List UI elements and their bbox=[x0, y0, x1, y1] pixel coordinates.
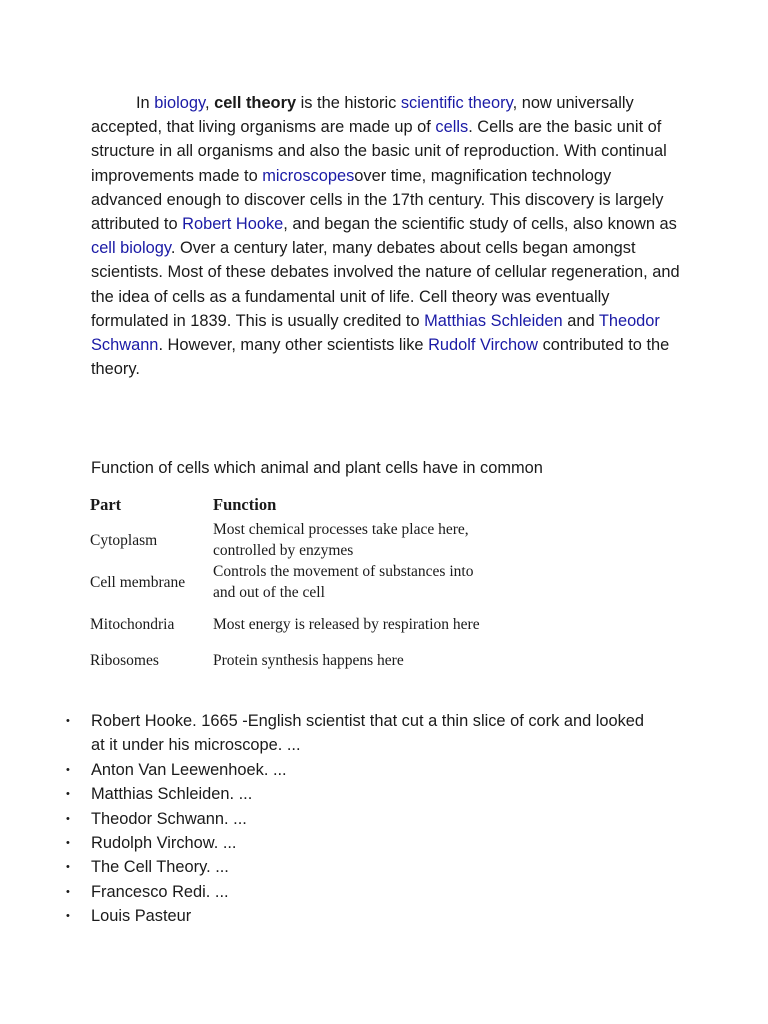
list-item-text: Rudolph Virchow. ... bbox=[91, 834, 237, 853]
link-scientific-theory[interactable]: scientific theory bbox=[400, 94, 513, 112]
link-microscopes[interactable]: microscopes bbox=[262, 166, 355, 185]
list-item-text: Matthias Schleiden. ... bbox=[91, 785, 253, 804]
function-cell: Protein synthesis happens here bbox=[213, 651, 404, 669]
list-item-text: Anton Van Leewenhoek. ... bbox=[91, 760, 287, 779]
text-segment: , and began the scientific study of cells, also known as bbox=[283, 215, 677, 234]
list-item bbox=[66, 904, 651, 928]
link-rudolf-virchow[interactable]: Rudolf Virchow bbox=[428, 336, 539, 355]
function-cell: Most chemical processes take place here, controlled by enzymes bbox=[213, 521, 469, 559]
part-cell: Cytoplasm bbox=[90, 531, 158, 549]
link-robert-hooke[interactable]: Robert Hooke bbox=[182, 215, 284, 234]
part-cell: Ribosomes bbox=[90, 651, 159, 669]
bullet-icon: • bbox=[66, 885, 70, 898]
text-segment: . However, many other scientists like bbox=[158, 336, 429, 355]
list-item bbox=[66, 709, 651, 758]
table-row bbox=[86, 561, 489, 603]
function-cell: Controls the movement of substances into and out of the cell bbox=[213, 563, 474, 601]
function-cell: Most energy is released by respiration here bbox=[213, 615, 480, 633]
list-item bbox=[66, 782, 651, 806]
part-cell: Cell membrane bbox=[90, 573, 186, 591]
text-segment: over time, magnification technology advanced enough to discover cells in the 17th century. This discovery is largely attributed to bbox=[91, 166, 664, 234]
text-segment: contributed to the theory. bbox=[91, 336, 670, 379]
bullet-icon: • bbox=[66, 763, 70, 776]
list-item-text: Theodor Schwann. ... bbox=[91, 809, 247, 828]
link-cells[interactable]: cells bbox=[435, 118, 469, 137]
cell-theory-term: cell theory bbox=[214, 94, 297, 112]
bullet-icon: • bbox=[66, 861, 70, 874]
text-segment: , bbox=[204, 94, 215, 112]
bullet-icon: • bbox=[66, 837, 70, 850]
list-item bbox=[66, 807, 651, 831]
link-cell-biology[interactable]: cell biology bbox=[91, 239, 171, 258]
header-function: Function bbox=[213, 495, 277, 514]
table-row bbox=[86, 603, 489, 645]
list-item bbox=[66, 855, 651, 879]
scientists-list bbox=[66, 709, 651, 929]
bullet-icon: • bbox=[66, 788, 70, 801]
list-item bbox=[66, 880, 651, 904]
cell-functions-table bbox=[86, 494, 489, 675]
text-segment: . Cells are the basic unit of structure in all organisms and also the basic unit of reproduction. With continual improvements made to bbox=[91, 118, 667, 185]
text-segment: is the historic bbox=[296, 94, 401, 112]
list-item bbox=[66, 758, 651, 782]
link-theodor-schwann[interactable]: Theodor Schwann bbox=[91, 311, 660, 355]
list-item-text: Robert Hooke. 1665 -English scientist that cut a thin slice of cork and looked at it under his microscope. ... bbox=[91, 712, 645, 755]
list-item-text: Francesco Redi. ... bbox=[91, 882, 229, 901]
part-cell: Mitochondria bbox=[90, 615, 175, 633]
bullet-icon: • bbox=[66, 910, 70, 923]
table-row bbox=[86, 519, 489, 561]
text-segment: and bbox=[562, 311, 599, 330]
text-segment: , now universally accepted, that living organisms are made up of bbox=[91, 94, 634, 137]
link-matthias-schleiden[interactable]: Matthias Schleiden bbox=[424, 311, 563, 330]
list-item-text: The Cell Theory. ... bbox=[91, 858, 229, 877]
list-item-text: Louis Pasteur bbox=[91, 907, 192, 926]
bullet-icon: • bbox=[66, 715, 70, 727]
table-header-row bbox=[86, 494, 489, 519]
text-segment: . Over a century later, many debates about cells began amongst scientists. Most of these debates involved the nature of cellular regeneration, and the idea of cells as a fundamental unit of life. Cell theory was eventually formulated in 1839. This is usually credited to bbox=[91, 239, 680, 330]
intro-paragraph bbox=[91, 91, 686, 381]
table-row bbox=[86, 645, 489, 675]
text-segment: In bbox=[136, 94, 155, 112]
header-part: Part bbox=[90, 495, 122, 514]
bullet-icon: • bbox=[66, 812, 70, 825]
table-caption: Function of cells which animal and plant cells have in common bbox=[91, 459, 543, 477]
link-biology[interactable]: biology bbox=[154, 94, 205, 112]
list-item bbox=[66, 831, 651, 855]
